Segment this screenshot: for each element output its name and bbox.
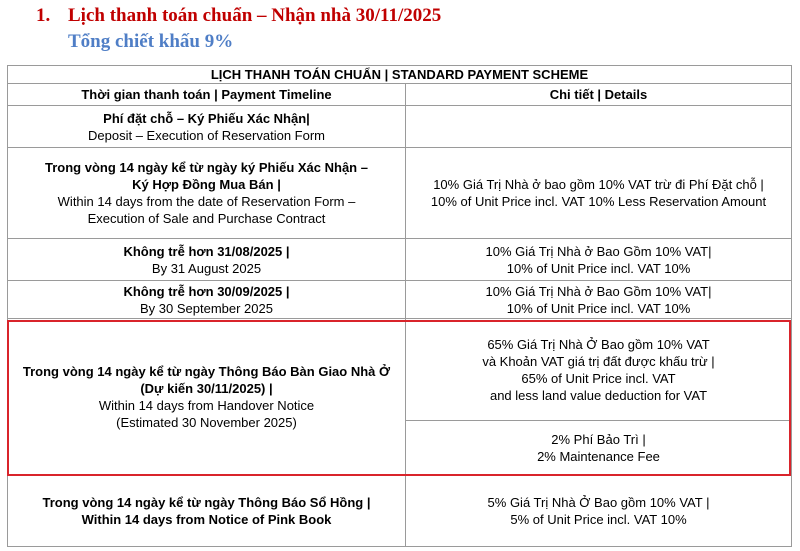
table-title-row — [8, 66, 792, 84]
details-cell — [406, 319, 792, 421]
details-vn: 2% Phí Bảo Trì | — [551, 431, 646, 447]
column-header-timeline: Thời gian thanh toán | Payment Timeline — [8, 84, 406, 106]
table-row — [8, 239, 792, 281]
details-cell — [406, 421, 792, 475]
column-header-details: Chi tiết | Details — [406, 84, 792, 106]
details-cell — [406, 148, 792, 239]
details-vn: 5% Giá Trị Nhà Ở Bao gồm 10% VAT | — [487, 494, 710, 510]
timeline-cell — [8, 281, 406, 319]
section-heading — [36, 4, 441, 28]
details-en: 5% of Unit Price incl. VAT 10% — [510, 511, 687, 527]
table-row — [8, 475, 792, 547]
timeline-en: Within 14 days from Notice of Pink Book — [81, 511, 332, 527]
payment-scheme-table — [7, 65, 792, 547]
table-row — [8, 319, 792, 421]
details-en: 10% of Unit Price incl. VAT 10% — [506, 300, 691, 316]
timeline-cell — [8, 475, 406, 547]
details-cell — [406, 239, 792, 281]
table-header-row — [8, 84, 792, 106]
timeline-cell — [8, 239, 406, 281]
details-vn: 65% Giá Trị Nhà Ở Bao gồm 10% VAT — [487, 336, 710, 352]
details-cell — [406, 281, 792, 319]
details-en: 65% of Unit Price incl. VAT — [521, 370, 676, 386]
timeline-cell — [8, 148, 406, 239]
timeline-vn: Không trễ hơn 31/08/2025 | — [123, 243, 290, 259]
total-discount: Tổng chiết khấu 9% — [68, 31, 234, 52]
details-vn: 10% Giá Trị Nhà ở Bao Gồm 10% VAT| — [485, 243, 712, 259]
timeline-vn: Trong vòng 14 ngày kể từ ngày Thông Báo Sổ Hồng | — [42, 494, 371, 510]
details-en: and less land value deduction for VAT — [489, 387, 708, 403]
timeline-en: Within 14 days from Handover Notice — [98, 397, 315, 413]
timeline-en: By 30 September 2025 — [140, 300, 273, 316]
timeline-en: (Estimated 30 November 2025) — [116, 414, 297, 430]
timeline-vn: Không trễ hơn 30/09/2025 | — [123, 283, 290, 299]
timeline-cell — [8, 106, 406, 148]
details-vn: 10% Giá Trị Nhà ở Bao Gồm 10% VAT| — [485, 283, 712, 299]
section-number: 1. — [36, 5, 51, 26]
timeline-cell — [8, 319, 406, 475]
details-cell — [406, 475, 792, 547]
timeline-vn: Trong vòng 14 ngày kể từ ngày ký Phiếu Xác Nhận – — [45, 160, 368, 175]
details-vn: 10% Giá Trị Nhà ở bao gồm 10% VAT trừ đi Phí Đặt chỗ | — [433, 177, 764, 192]
timeline-en: Deposit – Execution of Reservation Form — [88, 127, 325, 143]
timeline-en: By 31 August 2025 — [151, 260, 262, 276]
timeline-vn: Trong vòng 14 ngày kể từ ngày Thông Báo Bàn Giao Nhà Ở — [22, 363, 391, 379]
timeline-en: Within 14 days from the date of Reservation Form – — [57, 194, 356, 209]
details-en: 2% Maintenance Fee — [537, 448, 660, 464]
details-en: 10% of Unit Price incl. VAT 10% — [506, 260, 691, 276]
timeline-vn: Phí đặt chỗ – Ký Phiếu Xác Nhận| — [103, 110, 310, 126]
details-vn: và Khoản VAT giá trị đất được khấu trừ | — [482, 353, 715, 369]
timeline-vn: Ký Hợp Đồng Mua Bán | — [132, 177, 281, 192]
table-row — [8, 148, 792, 239]
timeline-vn: (Dự kiến 30/11/2025) | — [140, 380, 273, 396]
details-cell — [406, 106, 792, 148]
table-row — [8, 106, 792, 148]
timeline-en: Execution of Sale and Purchase Contract — [87, 211, 326, 226]
details-en: 10% of Unit Price incl. VAT 10% Less Reservation Amount — [430, 194, 767, 209]
table-row — [8, 281, 792, 319]
section-title: Lịch thanh toán chuẩn – Nhận nhà 30/11/2025 — [68, 5, 442, 26]
table-title: LỊCH THANH TOÁN CHUẨN | STANDARD PAYMENT SCHEME — [8, 66, 792, 84]
